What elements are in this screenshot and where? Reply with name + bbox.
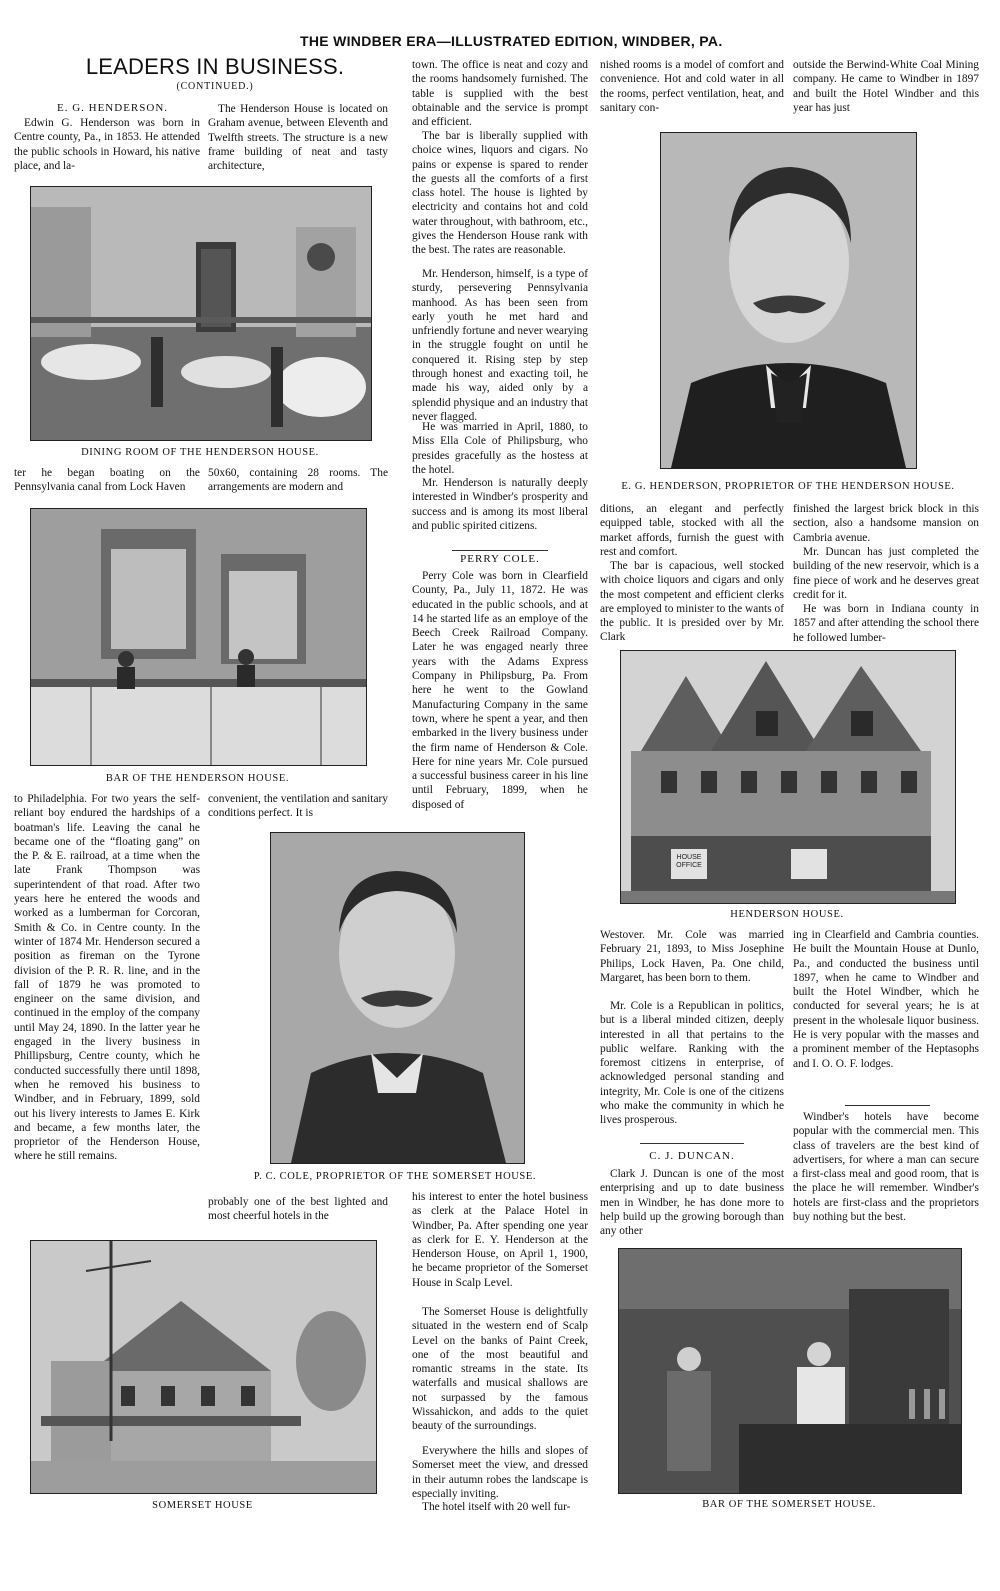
text-block-d2 — [600, 502, 784, 560]
text-block-e6 — [793, 1110, 979, 1238]
text-block-a3 — [14, 792, 200, 1226]
section-rule — [640, 1143, 744, 1144]
paragraph: Perry Cole was born in Clearfield County, Pa., July 11, 1872. He was educated in the public schools, and at 14 he started life as an employe of the Beech Creek Railroad Company. Later he was engaged nearly three years with the Adams Express Company in Philipsburg, Pa. From here he went to the Gowland Manufacturing Company in the same town, where he spent a year, and then embarked in the livery business under the firm name of Henderson & Cole. Here for nine years Mr. Cole pursued a successful business career in his line until February, 1899, when he disposed of — [412, 570, 588, 811]
text-block-d5 — [600, 999, 784, 1141]
text-block-d1 — [600, 58, 784, 116]
paragraph: to Philadelphia. For two years the self-reliant boy endured the hardships of a boatman's life. Leaving the canal he became one of the “floating gang” on the P. & E. railroad, at a time when the late Frank Thompson was superintendent of that road. After two years here he entered the woods and worked as a lumberman for Corcoran, Smith & Co. in Centre county. In the winter of 1874 Mr. Henderson secured a position as fireman on the Tyrone division of the P. R. R. line, and in the fall of 1879 he was promoted to engineer on the same division, and continued in the employ of the company until May 24, 1890. In the latter year he engaged in the livery business in Phillipsburg, Centre county, which he conducted successfully there until 1898, when he removed his business to Windber, and in February, 1899, sold out his livery interests to James E. Kirk and became, a few months later, the proprietor of the Henderson House, where he still remains. — [14, 793, 200, 1163]
section-rule — [845, 1105, 930, 1106]
text-block-c10 — [412, 1500, 588, 1516]
text-block-b3 — [208, 792, 388, 822]
henderson-house-photo — [620, 650, 956, 904]
dining-room-caption: DINING ROOM OF THE HENDERSON HOUSE. — [81, 447, 319, 458]
paragraph: The bar is capacious, well stocked with choice liquors and cigars and only the most competent and efficient clerks are employed to minister to the wants of the public. It is presided over by Mr. Clark — [600, 560, 784, 644]
section-rule — [452, 550, 548, 551]
paragraph: He was married in April, 1880, to Miss Ella Cole of Philipsburg, who presides gracefully as the hostess at the hotel. — [412, 421, 588, 476]
section-heading-henderson: E. G. HENDERSON. — [56, 102, 169, 114]
text-block-e5 — [793, 928, 979, 1100]
text-block-c7 — [412, 1190, 588, 1306]
henderson-bar-caption: BAR OF THE HENDERSON HOUSE. — [105, 773, 290, 784]
henderson-house-caption: HENDERSON HOUSE. — [730, 909, 844, 920]
section-heading-duncan: C. J. DUNCAN. — [649, 1150, 735, 1162]
text-block-b4 — [208, 1195, 388, 1225]
paragraph: Mr. Henderson, himself, is a type of sturdy, persevering Pennsylvania manhood. As has been seen from early youth he met hard and unfriendly fortune and never wearying in the struggle fought on until he conquered it. Rising step by step through honest and exacting toil, he made his way, aided only by a splendid physique and an industry that never flagged. — [412, 268, 588, 423]
paragraph: Everywhere the hills and slopes of Somerset meet the view, and dressed in their autumn robes the landscape is especially inviting. — [412, 1445, 588, 1500]
paragraph: Mr. Cole is a Republican in politics, but is a liberal minded citizen, deeply interested in all that pertains to the public welfare. Ranking with the foremost citizens in enterprise, of acknowledged personal standing and integrity, Mr. Cole is one of the citizens who make the community in which he lives prosperous. — [600, 1000, 784, 1127]
masthead: THE WINDBER ERA—ILLUSTRATED EDITION, WINDBER, PA. — [300, 33, 723, 49]
paragraph: Edwin G. Henderson was born in Centre county, Pa., in 1853. He attended the public schools in Howard, his native place, and la- — [14, 117, 200, 172]
text-block-d6 — [600, 1167, 784, 1239]
paragraph: He was born in Indiana county in 1857 and after attending the school there he followed lumber- — [793, 603, 979, 644]
somerset-house-caption: SOMERSET HOUSE — [152, 1500, 253, 1511]
paragraph: 50x60, containing 28 rooms. The arrangements are modern and — [208, 467, 388, 494]
text-block-d3 — [600, 559, 784, 644]
paragraph: The hotel itself with 20 well fur- — [422, 1501, 571, 1513]
paragraph: The Somerset House is delightfully situated in the western end of Scalp Level on the banks of Paint Creek, one of the most beautiful and romantic streams in the state. Its waterfalls and musical shallows are not surpassed by the famous Wissahickon, and adds to the quiet beauty of the surroundings. — [412, 1306, 588, 1433]
cole-portrait-photo — [270, 832, 525, 1164]
text-block-c9 — [412, 1444, 588, 1502]
paragraph: Westover. Mr. Cole was married February 21, 1893, to Miss Josephine Philips, Lock Haven, Pa. One child, Margaret, has been born to them. — [600, 929, 784, 984]
text-block-a2 — [14, 466, 200, 496]
dining-room-photo — [30, 186, 372, 441]
paragraph: ter he began boating on the Pennsylvania canal from Lock Haven — [14, 467, 200, 494]
paragraph: The bar is liberally supplied with choice wines, liquors and cigars. No pains or expense is spared to render the guests all the comforts of a first class hotel. The house is lighted by electricity and contains hot and cold water throughout, with bathroom, etc., gives the Henderson House rank with the best. The rates are reasonable. — [412, 130, 588, 257]
paragraph: nished rooms is a model of comfort and convenience. Hot and cold water in all the rooms, perfect ventilation, heat, and sanitary con- — [600, 59, 784, 114]
text-block-c5 — [412, 476, 588, 548]
paragraph: Mr. Duncan has just completed the building of the new reservoir, which is a fine piece of work and he deserves great credit for it. — [793, 546, 979, 601]
text-block-c8 — [412, 1305, 588, 1445]
henderson-bar-photo — [30, 508, 367, 766]
text-block-c1 — [412, 58, 588, 130]
henderson-portrait-caption: E. G. HENDERSON, PROPRIETOR OF THE HENDERSON HOUSE. — [621, 481, 955, 492]
paragraph: Windber's hotels have become popular with the commercial men. This class of travelers are the best kind of advertisers, for where a man can secure a first-class meal and good room, that is the place he will remember. Windber's hotels are first-class and the proprietors buy nothing but the best. — [793, 1111, 979, 1224]
house-office-sign: HOUSE OFFICE — [676, 854, 702, 869]
text-block-c2 — [412, 129, 588, 267]
paragraph: probably one of the best lighted and most cheerful hotels in the — [208, 1196, 388, 1223]
text-block-c4 — [412, 420, 588, 478]
text-block-e3 — [793, 545, 979, 603]
text-block-a1 — [14, 116, 200, 188]
text-block-b2 — [208, 466, 388, 496]
paragraph: Mr. Henderson is naturally deeply interested in Windber's prosperity and success and is among its most liberal and public spirited citizens. — [412, 477, 588, 532]
paragraph: ditions, an elegant and perfectly equipped table, stocked with all the market affords, furnish the guest with rest and comfort. — [600, 503, 784, 558]
paragraph: Clark J. Duncan is one of the most enterprising and up to date business men in Windber, he has done more to help build up the growing borough than any other — [600, 1168, 784, 1238]
text-block-e4 — [793, 602, 979, 644]
text-block-c6 — [412, 569, 588, 824]
cole-portrait-caption: P. C. COLE, PROPRIETOR OF THE SOMERSET HOUSE. — [253, 1171, 537, 1182]
section-heading-cole: PERRY COLE. — [460, 553, 540, 565]
paragraph: finished the largest brick block in this section, also a handsome mansion on Cambria avenue. — [793, 503, 979, 544]
continued-label: (CONTINUED.) — [176, 81, 254, 92]
somerset-house-photo — [30, 1240, 377, 1494]
paragraph: his interest to enter the hotel business as clerk at the Palace Hotel in Windber, Pa. After spending one year as clerk for E. Y. Henderson at the Henderson House, on April 1, 1900, he became proprietor of the Somerset House in Scalp Level. — [412, 1191, 588, 1289]
text-block-d4 — [600, 928, 784, 1000]
paragraph: town. The office is neat and cozy and the rooms handsomely furnished. The table is supplied with the best obtainable and the service is prompt and efficient. — [412, 59, 588, 129]
henderson-portrait-photo — [660, 132, 917, 469]
somerset-bar-caption: BAR OF THE SOMERSET HOUSE. — [702, 1499, 876, 1510]
paragraph: outside the Berwind-White Coal Mining company. He came to Windber in 1897 and built the Hotel Windber and this year has just — [793, 59, 979, 114]
page-title: LEADERS IN BUSINESS. — [85, 54, 345, 79]
text-block-e2 — [793, 502, 979, 546]
paragraph: The Henderson House is located on Graham avenue, between Eleventh and Twelfth streets. The structure is a new frame building of neat and tasty architecture, — [208, 103, 388, 173]
paragraph: convenient, the ventilation and sanitary conditions perfect. It is — [208, 793, 388, 820]
text-block-c3 — [412, 267, 588, 423]
text-block-b1 — [208, 102, 388, 188]
paragraph: ing in Clearfield and Cambria counties. He built the Mountain House at Dunlo, Pa., and conducted the business until 1897, when he came to Windber and built the Hotel Windber, which he conducted for several years; he is at present in the wholesale liquor business. He is very popular with the masses and a prominent member of the Heptasophs and I. O. O. F. lodges. — [793, 929, 979, 1070]
text-block-e1 — [793, 58, 979, 116]
somerset-bar-photo — [618, 1248, 962, 1494]
